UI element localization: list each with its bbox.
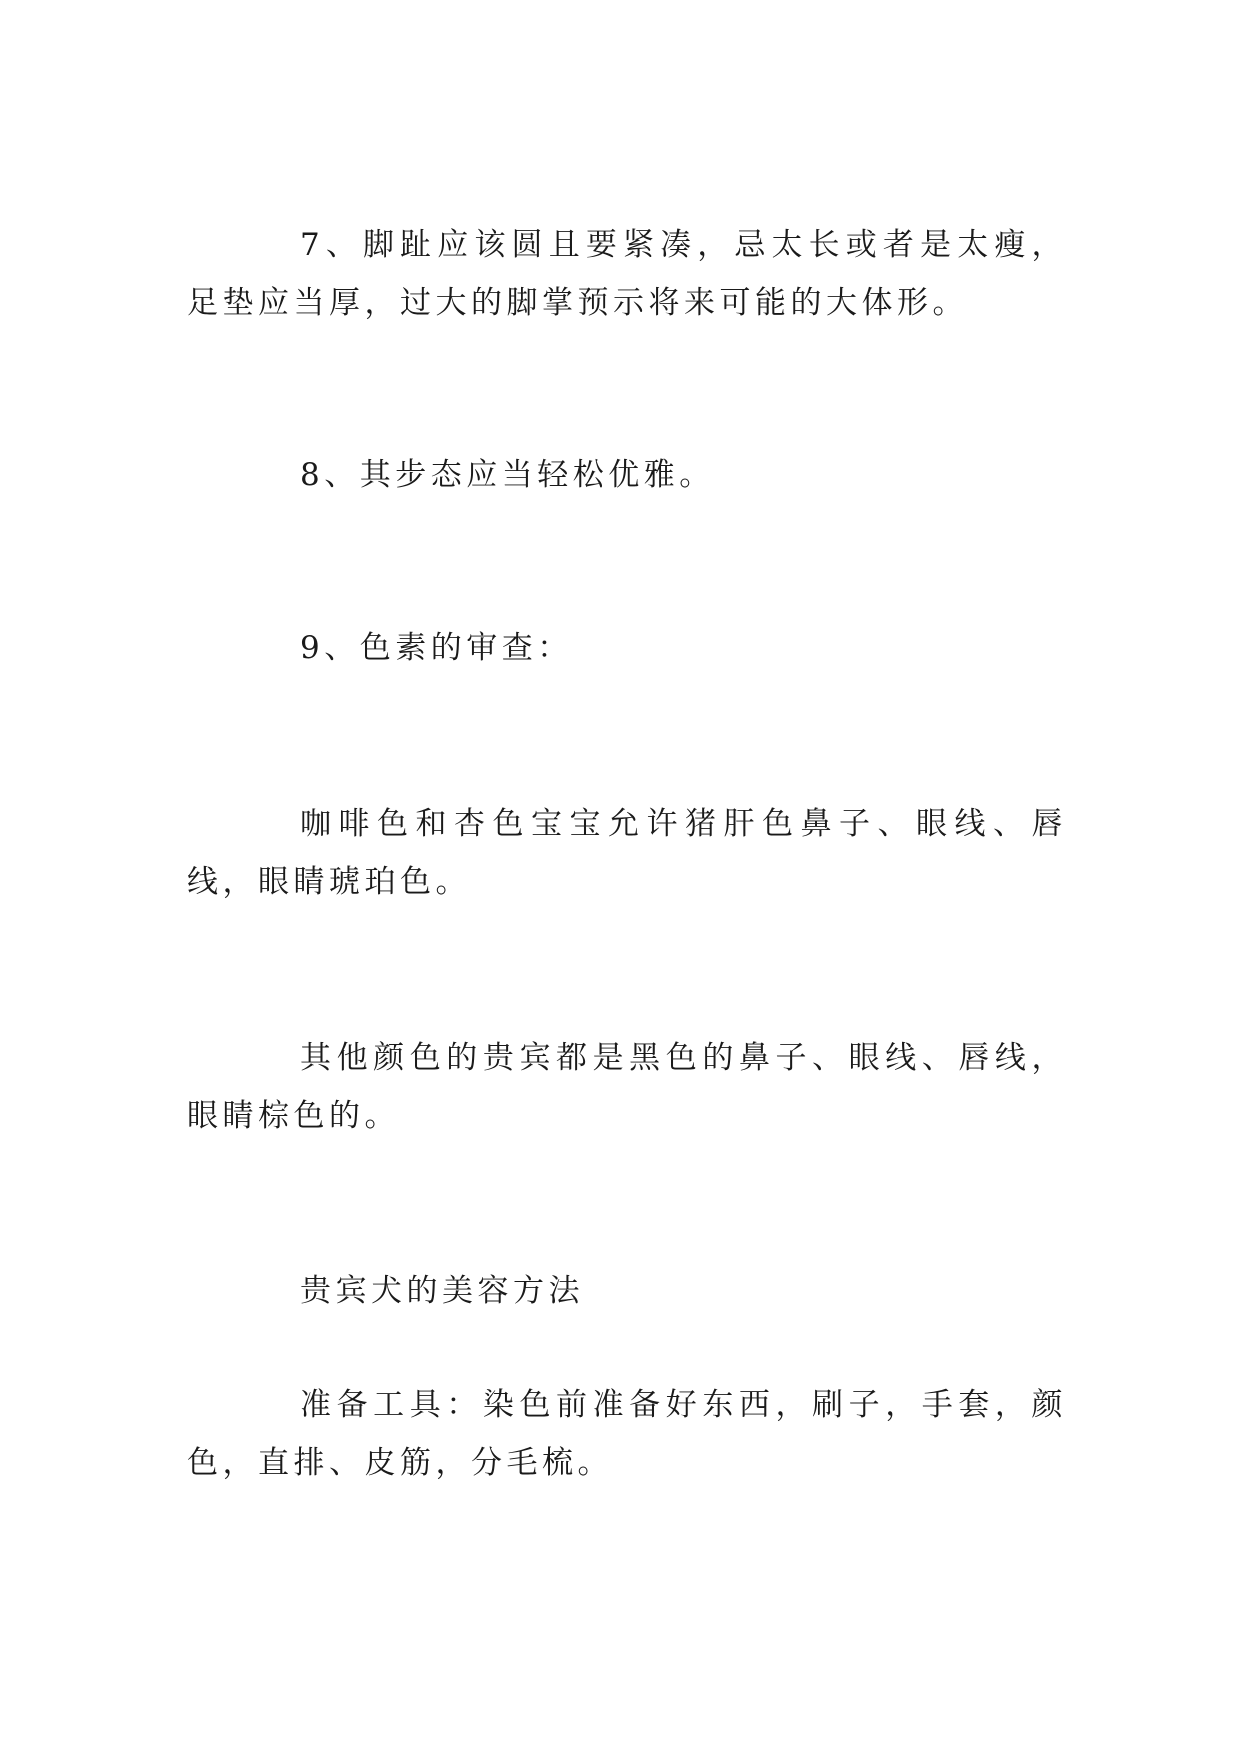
paragraph-brown-apricot: 咖啡色和杏色宝宝允许猪肝色鼻子、眼线、唇线，眼睛琥珀色。 (187, 806, 1067, 900)
section-heading-grooming: 贵宾犬的美容方法 (300, 1273, 584, 1309)
paragraph-toes: 7、脚趾应该圆且要紧凑，忌太长或者是太瘦，足垫应当厚，过大的脚掌预示将来可能的大体形。 (187, 227, 1067, 321)
paragraph-gait: 8、其步态应当轻松优雅。 (300, 457, 715, 493)
paragraph-pigment-heading: 9、色素的审查： (300, 630, 573, 666)
paragraph-tools: 准备工具：染色前准备好东西，刷子，手套，颜色，直排、皮筋，分毛梳。 (187, 1387, 1067, 1481)
paragraph-other-colors: 其他颜色的贵宾都是黑色的鼻子、眼线、唇线，眼睛棕色的。 (187, 1040, 1067, 1134)
